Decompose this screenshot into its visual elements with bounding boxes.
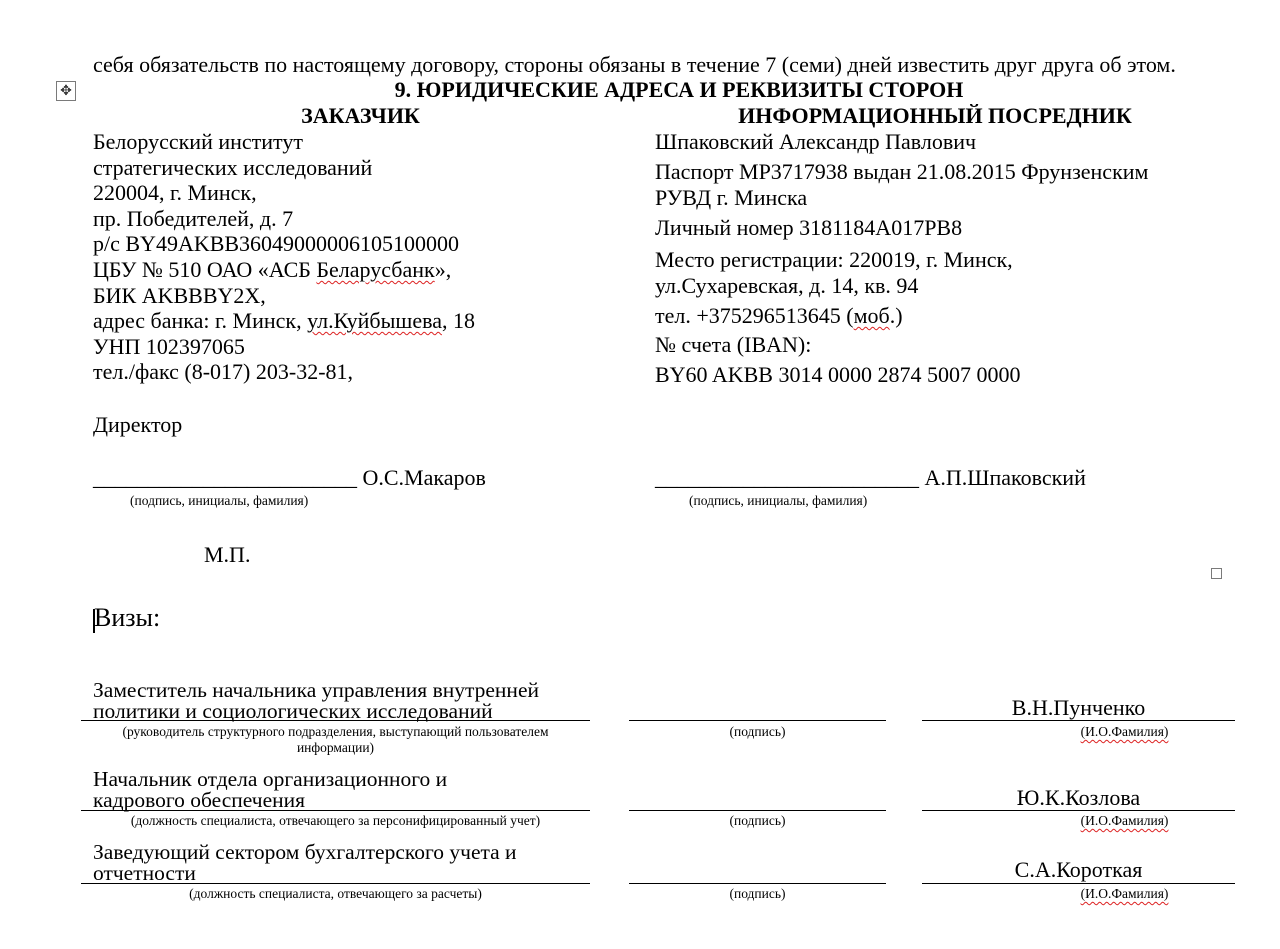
visa-name-hint-text: (И.О.Фамилия) (1080, 886, 1169, 901)
intermediary-signer: А.П.Шпаковский (924, 465, 1086, 490)
intermediary-phone (655, 304, 903, 328)
phone-prefix: тел. +375296513645 ( (655, 303, 854, 328)
bank-address-word: ул.Куйбышева (307, 308, 442, 334)
phone-word: моб (853, 303, 890, 328)
intermediary-registration: Место регистрации: 220019, г. Минск, (655, 247, 1013, 272)
customer-bank-address (93, 309, 475, 335)
visa-position-hint: (должность специалиста, отвечающего за расчеты) (189, 886, 482, 901)
visa-position-line (81, 810, 590, 811)
intermediary-passport-cont: РУВД г. Минска (655, 185, 808, 210)
visa-position-line (81, 720, 590, 721)
visa-name: В.Н.Пунченко (1011, 695, 1146, 720)
customer-line: 220004, г. Минск, (93, 180, 257, 206)
customer-position: Директор (93, 412, 183, 437)
table-move-handle-icon[interactable]: ✥ (56, 81, 76, 101)
signature-blank: ________________________ (93, 465, 357, 490)
table-resize-handle-icon[interactable] (1211, 568, 1222, 579)
bank-line-suffix: », (434, 256, 452, 282)
customer-phone: тел./факс (8-017) 203-32-81, (93, 359, 354, 385)
bank-line-prefix: ЦБУ № 510 ОАО «АСБ (93, 256, 317, 282)
customer-signer: О.С.Макаров (362, 465, 486, 490)
phone-suffix: .) (889, 303, 903, 328)
visa-name-line (922, 720, 1235, 721)
customer-bank (93, 258, 475, 284)
visa-signature-line (629, 883, 886, 884)
customer-details (93, 130, 475, 386)
intermediary-account: BY60 AKBB 3014 0000 2874 5007 0000 (655, 362, 1021, 387)
visa-name-hint (922, 886, 1280, 901)
visa-position-hint-cont: информации) (296, 740, 375, 755)
visa-signature-line (629, 810, 886, 811)
visa-position: Заместитель начальника управления внутренней (93, 678, 539, 702)
visa-position-cont: кадрового обеспечения (93, 788, 306, 812)
intermediary-name: Шпаковский Александр Павлович (655, 129, 977, 154)
visa-position: Начальник отдела организационного и (93, 767, 448, 791)
stamp-label: М.П. (204, 542, 251, 567)
intermediary-sign-hint: (подпись, инициалы, фамилия) (689, 493, 868, 508)
visa-name-hint-text: (И.О.Фамилия) (1080, 724, 1169, 739)
visa-signature-hint: (подпись) (729, 724, 786, 739)
customer-line: пр. Победителей, д. 7 (93, 205, 294, 231)
intermediary-personal-no: Личный номер 3181184А017РВ8 (655, 215, 963, 240)
customer-sign-hint: (подпись, инициалы, фамилия) (130, 493, 309, 508)
customer-signature (93, 466, 486, 490)
bank-address-suffix: , 18 (441, 308, 475, 334)
section-title: 9. ЮРИДИЧЕСКИЕ АДРЕСА И РЕКВИЗИТЫ СТОРОН (394, 77, 964, 102)
customer-line: стратегических исследований (93, 154, 373, 180)
bank-line-word: Беларусбанк (316, 256, 435, 282)
customer-account: р/с BY49AKBB36049000006105100000 (93, 231, 460, 257)
intermediary-account-label: № счета (IBAN): (655, 332, 812, 357)
customer-heading: ЗАКАЗЧИК (301, 103, 420, 128)
visa-position-cont: политики и социологических исследований (93, 699, 493, 723)
visa-name: С.А.Короткая (1014, 857, 1143, 882)
visa-name-hint (922, 724, 1280, 739)
visas-title: Визы: (94, 603, 161, 632)
visa-name-line (922, 883, 1235, 884)
customer-bik: БИК AKBBBY2X, (93, 282, 266, 308)
visa-name-line (922, 810, 1235, 811)
visa-position-hint: (руководитель структурного подразделения, выступающий пользователем (122, 724, 549, 739)
visa-position-line (81, 883, 590, 884)
visa-position-cont: отчетности (93, 861, 196, 885)
visa-signature-hint: (подпись) (729, 886, 786, 901)
intermediary-registration-cont: ул.Сухаревская, д. 14, кв. 94 (655, 273, 919, 298)
intro-line: себя обязательств по настоящему договору, стороны обязаны в течение 7 (семи) дней известить друг друга об этом. (93, 52, 1176, 77)
visa-position: Заведующий сектором бухгалтерского учета и (93, 840, 517, 864)
visa-position-hint: (должность специалиста, отвечающего за персонифицированный учет) (130, 813, 541, 828)
intermediary-heading: ИНФОРМАЦИОННЫЙ ПОСРЕДНИК (738, 103, 1132, 128)
visa-signature-line (629, 720, 886, 721)
visa-signature-hint: (подпись) (729, 813, 786, 828)
visa-name: Ю.К.Козлова (1016, 785, 1141, 810)
customer-unp: УНП 102397065 (93, 333, 245, 359)
visa-name-hint-text: (И.О.Фамилия) (1080, 813, 1169, 828)
customer-line: Белорусский институт (93, 129, 303, 154)
intermediary-passport: Паспорт MP3717938 выдан 21.08.2015 Фрунзенским (655, 159, 1149, 184)
visa-name-hint (922, 813, 1280, 828)
intermediary-signature (655, 466, 1086, 490)
bank-address-prefix: адрес банка: г. Минск, (93, 308, 308, 334)
signature-blank: ________________________ (655, 465, 919, 490)
